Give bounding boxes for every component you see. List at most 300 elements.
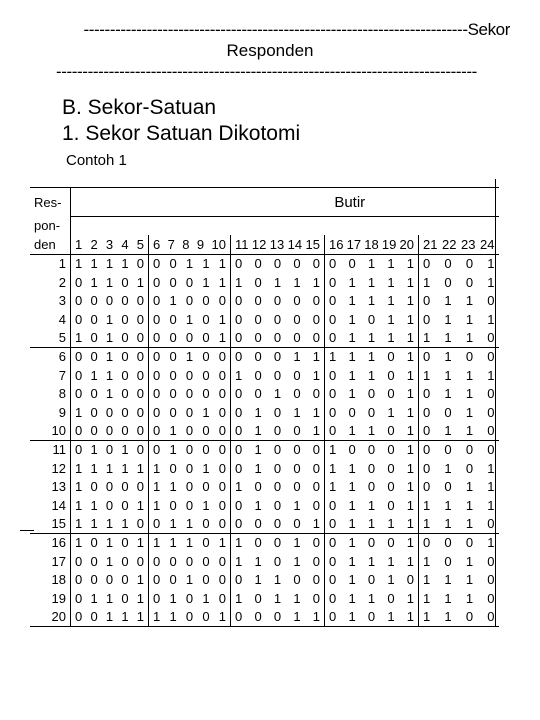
score-cell: 1 bbox=[169, 479, 177, 495]
score-cell: 0 bbox=[487, 386, 495, 402]
respondent-id: 10 bbox=[30, 421, 71, 440]
score-cell: 1 bbox=[169, 442, 177, 458]
score-cell: 1 bbox=[348, 367, 356, 383]
score-cell: 0 bbox=[185, 497, 194, 513]
score-group-5 bbox=[419, 459, 499, 477]
score-cell: 0 bbox=[185, 460, 194, 476]
score-group-5 bbox=[419, 403, 499, 421]
score-cell: 1 bbox=[367, 367, 376, 383]
score-cell: 1 bbox=[406, 553, 414, 569]
score-cell: 1 bbox=[185, 349, 194, 365]
score-cell: 0 bbox=[312, 311, 320, 327]
score-group-4 bbox=[325, 421, 419, 440]
score-group-1 bbox=[71, 496, 149, 514]
score-cell: 1 bbox=[169, 590, 177, 606]
score-cell: 0 bbox=[185, 330, 194, 346]
score-group-2 bbox=[149, 514, 231, 533]
score-cell: 0 bbox=[235, 515, 243, 531]
score-cell: 1 bbox=[406, 311, 414, 327]
score-cell: 1 bbox=[75, 404, 83, 420]
score-cell: 0 bbox=[367, 572, 376, 588]
score-cell: 0 bbox=[273, 442, 282, 458]
score-cell: 0 bbox=[329, 515, 337, 531]
score-group-3 bbox=[231, 477, 325, 495]
score-cell: 0 bbox=[273, 367, 282, 383]
respondent-id: 14 bbox=[51, 497, 66, 513]
score-cell: 1 bbox=[487, 367, 495, 383]
score-cell: 0 bbox=[218, 479, 226, 495]
score-cell: 0 bbox=[136, 293, 144, 309]
score-group-1 bbox=[71, 310, 149, 328]
score-group-1 bbox=[71, 292, 149, 310]
score-cell: 1 bbox=[169, 422, 177, 438]
score-group-5 bbox=[419, 347, 499, 366]
score-group-3 bbox=[231, 496, 325, 514]
score-cell: 0 bbox=[273, 311, 282, 327]
score-cell: 1 bbox=[90, 367, 98, 383]
item-number-cell: 17 bbox=[346, 237, 362, 253]
score-cell: 0 bbox=[153, 274, 161, 290]
score-cell: 0 bbox=[387, 497, 395, 513]
score-cell: 0 bbox=[329, 535, 337, 551]
score-cell: 0 bbox=[312, 572, 320, 588]
score-cell: 0 bbox=[90, 311, 98, 327]
table-row bbox=[30, 347, 499, 366]
score-cell: 1 bbox=[293, 590, 301, 606]
score-cell: 0 bbox=[121, 274, 129, 290]
item-number-group-1 bbox=[71, 235, 149, 254]
score-cell: 1 bbox=[105, 386, 114, 402]
score-cell: 1 bbox=[254, 442, 262, 458]
header-spacer bbox=[71, 217, 499, 236]
score-cell: 0 bbox=[218, 386, 226, 402]
score-cell: 0 bbox=[235, 386, 243, 402]
score-cell: 0 bbox=[444, 256, 452, 272]
score-cell: 1 bbox=[121, 515, 129, 531]
score-cell: 0 bbox=[273, 497, 282, 513]
respondent-id: 11 bbox=[52, 442, 66, 458]
table-row bbox=[30, 421, 499, 440]
score-cell: 0 bbox=[465, 608, 474, 624]
score-cell: 1 bbox=[465, 311, 474, 327]
score-cell: 0 bbox=[312, 330, 320, 346]
header-dashes-sekor: -------------------------------------------------------------------------Sekor bbox=[83, 20, 510, 39]
respondent-id: 6 bbox=[58, 349, 66, 365]
score-cell: 1 bbox=[202, 404, 210, 420]
item-number-group-5 bbox=[419, 235, 499, 254]
score-cell: 1 bbox=[202, 460, 210, 476]
score-cell: 0 bbox=[185, 422, 194, 438]
score-cell: 1 bbox=[487, 497, 495, 513]
score-cell: 0 bbox=[423, 311, 431, 327]
score-group-2 bbox=[149, 328, 231, 347]
score-cell: 0 bbox=[121, 367, 129, 383]
table-row bbox=[30, 403, 499, 421]
score-group-2 bbox=[149, 440, 231, 459]
score-cell: 1 bbox=[406, 293, 414, 309]
score-cell: 1 bbox=[367, 274, 376, 290]
score-cell: 0 bbox=[487, 608, 495, 624]
item-number-cell: 4 bbox=[121, 237, 129, 253]
score-cell: 1 bbox=[406, 515, 414, 531]
score-cell: 1 bbox=[387, 293, 395, 309]
item-number-cell: 18 bbox=[364, 237, 379, 253]
score-cell: 0 bbox=[218, 293, 226, 309]
score-cell: 0 bbox=[293, 460, 301, 476]
score-cell: 1 bbox=[348, 553, 356, 569]
table-row bbox=[30, 607, 499, 626]
score-group-1 bbox=[71, 385, 149, 403]
score-cell: 0 bbox=[487, 442, 495, 458]
score-cell: 0 bbox=[202, 515, 210, 531]
score-cell: 1 bbox=[444, 311, 452, 327]
score-cell: 0 bbox=[387, 386, 395, 402]
score-cell: 1 bbox=[136, 608, 144, 624]
score-group-2 bbox=[149, 421, 231, 440]
score-cell: 0 bbox=[136, 367, 144, 383]
score-cell: 0 bbox=[387, 460, 395, 476]
score-cell: 0 bbox=[254, 274, 262, 290]
score-cell: 1 bbox=[348, 590, 356, 606]
score-group-2 bbox=[149, 533, 231, 552]
score-cell: 1 bbox=[90, 460, 98, 476]
score-cell: 0 bbox=[387, 479, 395, 495]
score-group-1 bbox=[71, 477, 149, 495]
score-group-4 bbox=[325, 570, 419, 588]
score-cell: 1 bbox=[105, 535, 114, 551]
score-group-1 bbox=[71, 533, 149, 552]
score-cell: 0 bbox=[169, 460, 177, 476]
score-cell: 0 bbox=[312, 497, 320, 513]
score-cell: 1 bbox=[105, 367, 114, 383]
score-cell: 0 bbox=[235, 442, 243, 458]
score-cell: 1 bbox=[367, 553, 376, 569]
score-cell: 1 bbox=[202, 256, 210, 272]
score-cell: 0 bbox=[218, 497, 226, 513]
score-cell: 0 bbox=[136, 515, 144, 531]
respondent-id: 12 bbox=[51, 460, 66, 476]
score-cell: 0 bbox=[273, 349, 282, 365]
score-cell: 0 bbox=[329, 553, 337, 569]
item-number-cell: 16 bbox=[329, 237, 344, 253]
score-cell: 1 bbox=[218, 535, 226, 551]
score-cell: 0 bbox=[75, 274, 83, 290]
score-group-4 bbox=[325, 533, 419, 552]
example-label: Contoh 1 bbox=[66, 152, 127, 169]
table-row bbox=[30, 385, 499, 403]
score-group-3 bbox=[231, 514, 325, 533]
score-cell: 1 bbox=[387, 256, 395, 272]
table-row bbox=[30, 570, 499, 588]
score-cell: 0 bbox=[136, 256, 144, 272]
score-cell: 1 bbox=[105, 590, 114, 606]
score-cell: 0 bbox=[406, 572, 414, 588]
score-group-2 bbox=[149, 347, 231, 366]
score-cell: 1 bbox=[406, 535, 414, 551]
respondent-id: 18 bbox=[51, 572, 66, 588]
item-number-group-4 bbox=[325, 235, 419, 254]
score-cell: 0 bbox=[423, 349, 431, 365]
item-number-cell: 15 bbox=[305, 237, 320, 253]
score-cell: 1 bbox=[121, 256, 129, 272]
score-cell: 1 bbox=[406, 274, 414, 290]
score-cell: 1 bbox=[348, 497, 356, 513]
score-group-4 bbox=[325, 589, 419, 607]
score-cell: 1 bbox=[202, 497, 210, 513]
score-cell: 0 bbox=[185, 608, 194, 624]
score-cell: 0 bbox=[75, 608, 83, 624]
score-group-1 bbox=[71, 552, 149, 570]
score-group-3 bbox=[231, 273, 325, 291]
score-group-2 bbox=[149, 403, 231, 421]
score-cell: 0 bbox=[105, 572, 114, 588]
score-cell: 0 bbox=[121, 293, 129, 309]
score-cell: 1 bbox=[105, 553, 114, 569]
score-cell: 0 bbox=[90, 572, 98, 588]
score-cell: 1 bbox=[218, 256, 226, 272]
item-number-cell: 6 bbox=[153, 237, 161, 253]
table-row bbox=[30, 366, 499, 384]
section-subtitle: 1. Sekor Satuan Dikotomi bbox=[62, 122, 301, 145]
score-cell: 0 bbox=[105, 422, 114, 438]
score-cell: 1 bbox=[348, 479, 356, 495]
score-cell: 0 bbox=[169, 274, 177, 290]
score-cell: 0 bbox=[121, 497, 129, 513]
table-row bbox=[30, 459, 499, 477]
score-cell: 0 bbox=[465, 349, 474, 365]
score-cell: 1 bbox=[136, 274, 144, 290]
table-row bbox=[30, 477, 499, 495]
score-group-2 bbox=[149, 273, 231, 291]
score-cell: 0 bbox=[423, 404, 431, 420]
item-number-cell: 8 bbox=[182, 237, 190, 253]
score-group-2 bbox=[149, 459, 231, 477]
score-cell: 1 bbox=[312, 404, 320, 420]
score-cell: 0 bbox=[254, 535, 262, 551]
score-group-3 bbox=[231, 366, 325, 384]
item-number-cell: 13 bbox=[269, 237, 285, 253]
score-cell: 1 bbox=[293, 404, 301, 420]
score-cell: 1 bbox=[136, 590, 144, 606]
score-cell: 1 bbox=[153, 460, 161, 476]
score-cell: 0 bbox=[121, 330, 129, 346]
score-cell: 1 bbox=[218, 274, 226, 290]
score-cell: 1 bbox=[423, 330, 431, 346]
score-group-1 bbox=[71, 440, 149, 459]
score-cell: 0 bbox=[121, 535, 129, 551]
score-cell: 0 bbox=[75, 367, 83, 383]
score-cell: 0 bbox=[75, 386, 83, 402]
score-group-1 bbox=[71, 589, 149, 607]
score-group-5 bbox=[419, 589, 499, 607]
respondent-id: 4 bbox=[58, 311, 66, 327]
score-cell: 0 bbox=[153, 572, 161, 588]
score-cell: 1 bbox=[406, 608, 414, 624]
score-cell: 1 bbox=[423, 274, 431, 290]
score-cell: 0 bbox=[90, 479, 98, 495]
score-cell: 0 bbox=[121, 404, 129, 420]
item-number-cell: 23 bbox=[461, 237, 476, 253]
score-cell: 1 bbox=[348, 422, 356, 438]
score-cell: 0 bbox=[293, 311, 301, 327]
score-table bbox=[30, 187, 499, 627]
score-cell: 0 bbox=[235, 572, 243, 588]
score-cell: 0 bbox=[293, 479, 301, 495]
score-group-4 bbox=[325, 366, 419, 384]
score-cell: 1 bbox=[235, 553, 243, 569]
score-cell: 0 bbox=[218, 442, 226, 458]
score-cell: 1 bbox=[136, 497, 144, 513]
table-row bbox=[30, 496, 499, 514]
score-cell: 0 bbox=[254, 330, 262, 346]
score-cell: 0 bbox=[254, 590, 262, 606]
table-row bbox=[30, 440, 499, 459]
score-group-3 bbox=[231, 533, 325, 552]
score-cell: 0 bbox=[293, 256, 301, 272]
score-group-4 bbox=[325, 385, 419, 403]
score-cell: 1 bbox=[293, 535, 301, 551]
score-cell: 0 bbox=[235, 460, 243, 476]
score-cell: 1 bbox=[444, 515, 452, 531]
respondent-id: 9 bbox=[58, 404, 66, 420]
item-number-cell: 1 bbox=[75, 237, 83, 253]
score-cell: 1 bbox=[465, 330, 474, 346]
score-cell: 0 bbox=[387, 590, 395, 606]
score-group-2 bbox=[149, 385, 231, 403]
score-cell: 1 bbox=[329, 460, 337, 476]
score-cell: 0 bbox=[423, 442, 431, 458]
score-cell: 1 bbox=[406, 330, 414, 346]
table-row bbox=[30, 589, 499, 607]
score-group-1 bbox=[71, 421, 149, 440]
score-cell: 1 bbox=[487, 535, 495, 551]
score-group-3 bbox=[231, 589, 325, 607]
score-cell: 0 bbox=[329, 330, 337, 346]
score-cell: 1 bbox=[329, 442, 337, 458]
score-cell: 0 bbox=[235, 422, 243, 438]
score-cell: 1 bbox=[185, 535, 194, 551]
score-cell: 0 bbox=[121, 479, 129, 495]
score-cell: 0 bbox=[254, 293, 262, 309]
score-cell: 0 bbox=[153, 404, 161, 420]
score-cell: 0 bbox=[90, 608, 98, 624]
score-group-5 bbox=[419, 254, 499, 273]
score-cell: 1 bbox=[348, 572, 356, 588]
score-cell: 1 bbox=[387, 274, 395, 290]
score-cell: 0 bbox=[105, 442, 114, 458]
score-cell: 1 bbox=[136, 535, 144, 551]
score-cell: 1 bbox=[348, 460, 356, 476]
score-group-3 bbox=[231, 292, 325, 310]
score-cell: 1 bbox=[169, 293, 177, 309]
score-cell: 1 bbox=[367, 349, 376, 365]
score-cell: 0 bbox=[153, 515, 161, 531]
score-cell: 1 bbox=[348, 349, 356, 365]
score-cell: 1 bbox=[105, 311, 114, 327]
respondent-id: 20 bbox=[30, 607, 71, 626]
table-row bbox=[30, 310, 499, 328]
score-group-2 bbox=[149, 477, 231, 495]
score-cell: 1 bbox=[406, 497, 414, 513]
score-cell: 0 bbox=[367, 311, 376, 327]
respondent-id: 13 bbox=[51, 479, 66, 495]
score-group-4 bbox=[325, 459, 419, 477]
row-header-line-3: den bbox=[30, 235, 71, 254]
score-cell: 0 bbox=[202, 422, 210, 438]
score-cell: 1 bbox=[185, 311, 194, 327]
item-number-cell: 9 bbox=[196, 237, 205, 253]
score-cell: 0 bbox=[367, 479, 376, 495]
score-cell: 0 bbox=[202, 535, 210, 551]
score-cell: 0 bbox=[185, 442, 194, 458]
score-cell: 1 bbox=[387, 311, 395, 327]
score-cell: 0 bbox=[487, 422, 495, 438]
score-cell: 0 bbox=[202, 311, 210, 327]
score-cell: 0 bbox=[348, 256, 356, 272]
section-title: B. Sekor-Satuan bbox=[62, 96, 217, 119]
score-group-5 bbox=[419, 328, 499, 347]
score-cell: 1 bbox=[75, 497, 83, 513]
score-cell: 0 bbox=[254, 515, 262, 531]
score-cell: 1 bbox=[75, 460, 83, 476]
score-cell: 1 bbox=[105, 330, 114, 346]
score-cell: 1 bbox=[348, 330, 356, 346]
score-cell: 1 bbox=[254, 422, 262, 438]
score-group-2 bbox=[149, 570, 231, 588]
score-cell: 0 bbox=[185, 553, 194, 569]
score-cell: 1 bbox=[387, 330, 395, 346]
respondent-id: 3 bbox=[58, 293, 66, 309]
score-cell: 0 bbox=[136, 553, 144, 569]
score-cell: 0 bbox=[121, 349, 129, 365]
score-cell: 0 bbox=[444, 479, 452, 495]
score-cell: 0 bbox=[367, 460, 376, 476]
score-cell: 1 bbox=[444, 293, 452, 309]
score-cell: 0 bbox=[202, 572, 210, 588]
score-group-5 bbox=[419, 273, 499, 291]
score-cell: 1 bbox=[367, 422, 376, 438]
item-number-cell: 7 bbox=[167, 237, 175, 253]
score-cell: 1 bbox=[465, 590, 474, 606]
score-cell: 0 bbox=[273, 404, 282, 420]
score-cell: 1 bbox=[465, 479, 474, 495]
score-cell: 1 bbox=[273, 572, 282, 588]
score-cell: 0 bbox=[185, 367, 194, 383]
score-cell: 1 bbox=[444, 572, 452, 588]
score-cell: 1 bbox=[387, 515, 395, 531]
score-cell: 0 bbox=[312, 386, 320, 402]
score-cell: 0 bbox=[273, 460, 282, 476]
score-cell: 1 bbox=[367, 497, 376, 513]
score-cell: 0 bbox=[487, 404, 495, 420]
score-cell: 1 bbox=[90, 497, 98, 513]
score-cell: 1 bbox=[254, 572, 262, 588]
score-cell: 1 bbox=[367, 515, 376, 531]
score-cell: 0 bbox=[293, 572, 301, 588]
score-cell: 0 bbox=[487, 330, 495, 346]
score-group-5 bbox=[419, 607, 499, 626]
score-cell: 1 bbox=[273, 590, 282, 606]
score-cell: 1 bbox=[444, 330, 452, 346]
score-group-3 bbox=[231, 552, 325, 570]
score-cell: 1 bbox=[465, 553, 474, 569]
respondent-id: 16 bbox=[51, 535, 66, 551]
score-cell: 1 bbox=[348, 274, 356, 290]
score-cell: 0 bbox=[293, 515, 301, 531]
score-cell: 1 bbox=[444, 608, 452, 624]
score-cell: 0 bbox=[273, 553, 282, 569]
score-cell: 1 bbox=[312, 349, 320, 365]
